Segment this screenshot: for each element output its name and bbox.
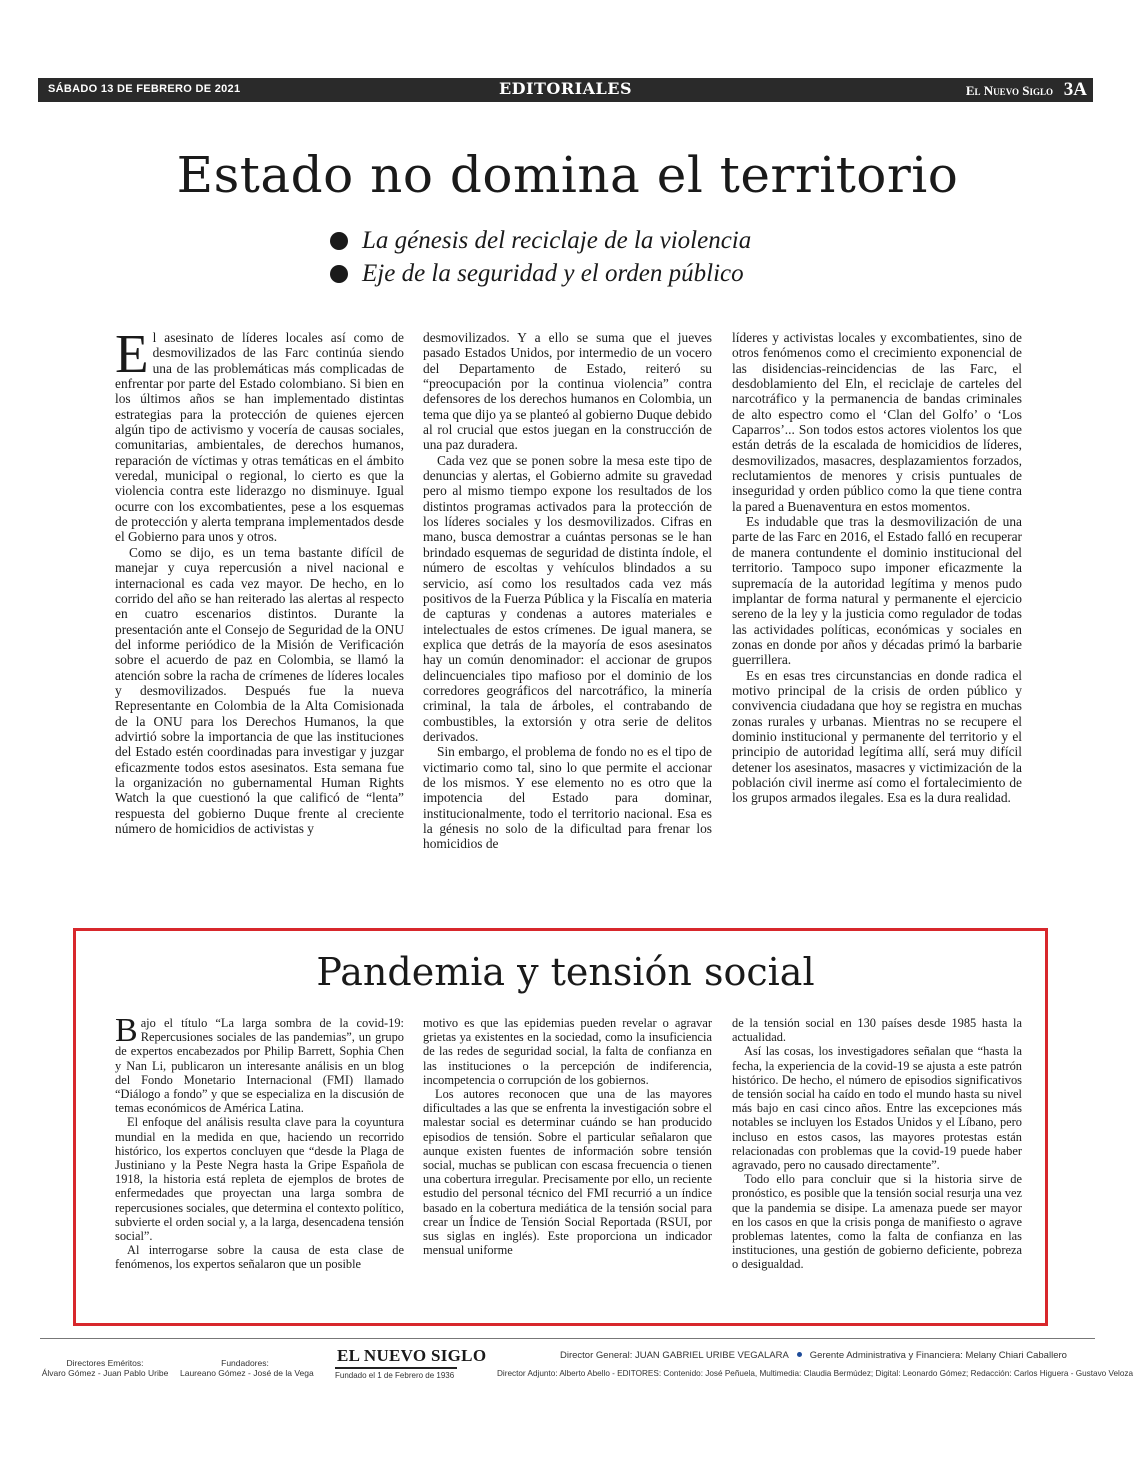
emeritos-label: Directores Eméritos: bbox=[66, 1358, 144, 1368]
editorial-2-column-3 bbox=[732, 1016, 1022, 1272]
paragraph: Sin embargo, el problema de fondo no es el tipo de victimario como tal, sino lo que permite el accionar de los mismos. Y ese elemento no es otro que la impotencia del Estado para dominar, institucionalmente, todo el territorio nacional. Esa es la génesis no solo de la dificultad para frenar los homicidios de bbox=[423, 744, 712, 852]
fundadores-names: Laureano Gómez - José de la Vega bbox=[180, 1368, 314, 1378]
editorial-2-column-1 bbox=[115, 1012, 405, 1272]
paragraph: desmovilizados. Y a ello se suma que el jueves pasado Estados Unidos, por intermedio de un vocero del Departamento de Estado, reiteró su “preocupación por la continua violencia” contra defensores de los derechos humanos en Colombia, un tema que dijo ya se planteó al gobierno Duque debido al rol crucial que estos juegan en la construcción de una paz duradera. bbox=[423, 330, 712, 453]
paragraph: Así las cosas, los investigadores señalan que “hasta la fecha, la experiencia de la covid-19 se ajusta a este patrón histórico. De hecho, el número de episodios significativos de tensión social ha caído en todo el mundo hasta su nivel más bajo en casi cinco años. Entre las excepciones más notables se incluyen los Estados Unidos y el Líbano, pero incluso en estos casos, las mayores protestas están relacionadas con problemas que la covid-19 puede haber agravado, pero no causado directamente”. bbox=[732, 1044, 1022, 1173]
header-bar bbox=[38, 78, 1093, 102]
page-number: 3A bbox=[1063, 79, 1087, 100]
brand-name: El Nuevo Siglo bbox=[965, 83, 1053, 98]
paragraph: líderes y activistas locales y excombatientes, sino de otros fenómenos como el crecimiento exponencial de las disidencias-reincidencias de las Farc, el desdoblamiento del Eln, el reciclaje de carteles del narcotráfico y la permanencia de bandas criminales de alto espectro como el ‘Clan del Golfo’ o ‘Los Caparros’... Son todos estos actores violentos los que están detrás de la escalada de homicidios de líderes, desmovilizados, masacres, desplazamientos forzados, reclutamientos de menores y crisis puntuales de inseguridad y orden público como la que tiene contra la pared a Buenaventura en estos momentos. bbox=[732, 330, 1022, 514]
editorial-column-2 bbox=[423, 330, 712, 852]
footer-founded: Fundado el 1 de Febrero de 1936 bbox=[335, 1371, 455, 1380]
footer-logo: EL NUEVO SIGLO bbox=[337, 1346, 487, 1365]
paragraph: Es en esas tres circunstancias en donde radica el motivo principal de la crisis de orden público y convivencia ciudadana que hoy se registra en muchas zonas rurales y urbanas. Mientras no se recupere el dominio institucional y permanente del territorio y el principio de autoridad legítima allí, será muy difícil detener los asesinatos, masacres y victimización de la población civil inerme así como el fortalecimiento de los grupos armados ilegales. Esa es la dura realidad. bbox=[732, 667, 1022, 806]
fundadores bbox=[180, 1358, 314, 1378]
footer-staff bbox=[560, 1350, 1067, 1361]
subhead-text: La génesis del reciclaje de la violencia bbox=[362, 226, 752, 254]
subhead-2 bbox=[330, 257, 751, 290]
paragraph: Bajo el título “La larga sombra de la covid-19: Repercusiones sociales de las pandemias”, un grupo de expertos encabezados por Philip Barrett, Sophia Chen y Nan Li, publicaron un interesante análisis en un blog del Fondo Monetario Internacional (FMI) llamado “Diálogo a fondo” y que se especializa en la discusión de temas económicos de América Latina. bbox=[115, 1012, 404, 1116]
paragraph: Cada vez que se ponen sobre la mesa este tipo de denuncias y alertas, el Gobierno admite su gravedad pero al mismo tiempo expone los resultados de los distintos programas activados para la protección de los líderes sociales y los desmovilizados. Cifras en mano, busca demostrar a cuántas personas se le han brindado esquemas de seguridad de distinta índole, el número de escoltas y vehículos blindados a su servicio, así como los resultados cada vez más positivos de la Fuerza Pública y la Fiscalía en materia de capturas y condenas a autores materiales e intelectuales de estos crímenes. De igual manera, se explica que detrás de la mayoría de esos asesinatos hay un común denominador: el accionar de grupos delincuenciales tipo mafioso por el dominio de los corredores geográficos del narcotráfico, la minería criminal, la tala de árboles, el contrabando de combustibles, la extorsión y otra serie de delitos derivados. bbox=[423, 452, 712, 744]
fundadores-label: Fundadores: bbox=[221, 1358, 269, 1368]
paragraph: El asesinato de líderes locales así como de desmovilizados de las Farc continúa siendo una de las problemáticas más complicadas de enfrentar por parte del Estado colombiano. Si bien en los últimos años se han implementado distintas estrategias para la protección de quienes ejercen algún tipo de activismo y vocería de causas sociales, comunitarias, ambientales, de derechos humanos, reparación de víctimas y otras temáticas en el ámbito veredal, municipal o regional, lo cierto es que la violencia contra este liderazgo no disminuye. Igual ocurre con los excombatientes, pese a los esquemas de protección y alerta temprana implementados desde el Gobierno para unos y otros. bbox=[115, 323, 404, 545]
separator-dot-icon bbox=[797, 1352, 802, 1357]
drop-cap: E bbox=[115, 323, 149, 384]
gerente: Gerente Administrativa y Financiera: Melany Chiari Caballero bbox=[809, 1350, 1067, 1361]
subhead-1 bbox=[330, 224, 751, 257]
paragraph: de la tensión social en 130 países desde 1985 hasta la actualidad. bbox=[732, 1016, 1022, 1045]
paragraph: Como se dijo, es un tema bastante difícil de manejar y cuya repercusión a nivel nacional e internacional es cada vez mayor. De hecho, en lo corrido del año se han reiterado las alertas al respecto en cuatro escenarios distintos. Durante la presentación ante el Consejo de Seguridad de la ONU del informe periódico de la Misión de Verificación sobre el acuerdo de paz en Colombia, se llamó la atención sobre la racha de crímenes de líderes locales y desmovilizados. Después fue la nueva Representante en Colombia de la Alta Comisionada de la ONU para los Derechos Humanos, la que advirtió sobre la importancia de que las instituciones del Estado estén coordinadas para investigar y juzgar eficazmente todos estos asesinatos. Esta semana fue la organización no gubernamental Human Rights Watch la que cuestionó la que calificó de “lenta” respuesta del gobierno Duque frente al creciente número de homicidios de activistas y bbox=[115, 544, 404, 836]
editorial-headline: Estado no domina el territorio bbox=[176, 146, 959, 204]
editorial-column-1 bbox=[115, 323, 404, 836]
footer-logo-underline bbox=[335, 1367, 457, 1369]
issue-date: SÁBADO 13 DE FEBRERO DE 2021 bbox=[48, 83, 241, 95]
editorial-2-column-2 bbox=[423, 1016, 712, 1257]
paragraph: Al interrogarse sobre la causa de esta clase de fenómenos, los expertos señalaron que un posible bbox=[115, 1243, 404, 1272]
footer-credits: Director Adjunto: Alberto Abello - EDITORES: Contenido: José Peñuela, Multimedia: Claudia Bermúdez; Digital: Leonardo Gómez; Redacción: Carlos Higuera - Gustavo Veloza bbox=[497, 1369, 1134, 1378]
directores-emeritos bbox=[40, 1358, 170, 1378]
emeritos-names: Álvaro Gómez - Juan Pablo Uribe bbox=[41, 1368, 169, 1378]
paragraph: El enfoque del análisis resulta clave para la coyuntura mundial en la medida en que, haciendo un recorrido histórico, los expertos concluyen que “desde la Plaga de Justiniano y la Peste Negra hasta la Gripe Española de 1918, la historia está repleta de ejemplos de brotes de enfermedades que proyectan una larga sombra de repercusiones sociales, que determina el contexto político, subvierte el orden social y, a la larga, desencadena tensión social”. bbox=[115, 1115, 405, 1244]
drop-cap: B bbox=[115, 1012, 138, 1049]
subhead-text: Eje de la seguridad y el orden público bbox=[362, 259, 744, 287]
footer-divider bbox=[40, 1338, 1095, 1339]
paragraph: Todo ello para concluir que si la historia sirve de pronóstico, es posible que la tensión social resurja una vez que la pandemia se disipe. La amenaza puede ser mayor en los casos en que la crisis ponga de manifiesto o agrave problemas latentes, como la falta de confianza en las instituciones, una gestión de gobierno deficiente, pobreza o desigualdad. bbox=[732, 1172, 1022, 1272]
paragraph: Los autores reconocen que una de las mayores dificultades a las que se enfrenta la investigación sobre el malestar social es determinar cuándo se han producido episodios de tensión. Sobre el particular señalaron que aunque existen fuentes de información sobre tensión social, muchas se publican con escasa frecuencia o tienen una cobertura irregular. Precisamente por ello, un reciente estudio del personal técnico del FMI recurrió a un índice basado en la cobertura mediática de la tensión social para crear un Índice de Tensión Social Reportada (RSUI, por sus siglas en inglés). Este proporciona un indicador mensual uniforme bbox=[423, 1087, 712, 1258]
editorial-2-headline: Pandemia y tensión social bbox=[316, 950, 815, 994]
bullet-icon bbox=[330, 232, 348, 250]
editorial-column-3 bbox=[732, 330, 1022, 806]
bullet-icon bbox=[330, 265, 348, 283]
director-general: Director General: JUAN GABRIEL URIBE VEGALARA bbox=[560, 1350, 789, 1361]
paragraph: Es indudable que tras la desmovilización de una parte de las Farc en 2016, el Estado falló en recuperar de manera contundente el dominio institucional del territorio. Tampoco supo imponer eficazmente la supremacía de la autoridad legítima y menos pudo implantar de forma natural y permanente el ejercicio sereno de la ley y la justicia como regulador de todas las actividades políticas, económicas y sociales en zonas en donde por años y décadas primó la barbarie guerrillera. bbox=[732, 514, 1022, 668]
subheads bbox=[330, 224, 751, 290]
section-title: EDITORIALES bbox=[498, 79, 633, 98]
paragraph: motivo es que las epidemias pueden revelar o agravar grietas ya existentes en la sociedad, como la insuficiencia de las redes de seguridad social, la falta de confianza en las instituciones o la percepción de indiferencia, incompetencia o corrupción de los gobiernos. bbox=[423, 1016, 712, 1087]
